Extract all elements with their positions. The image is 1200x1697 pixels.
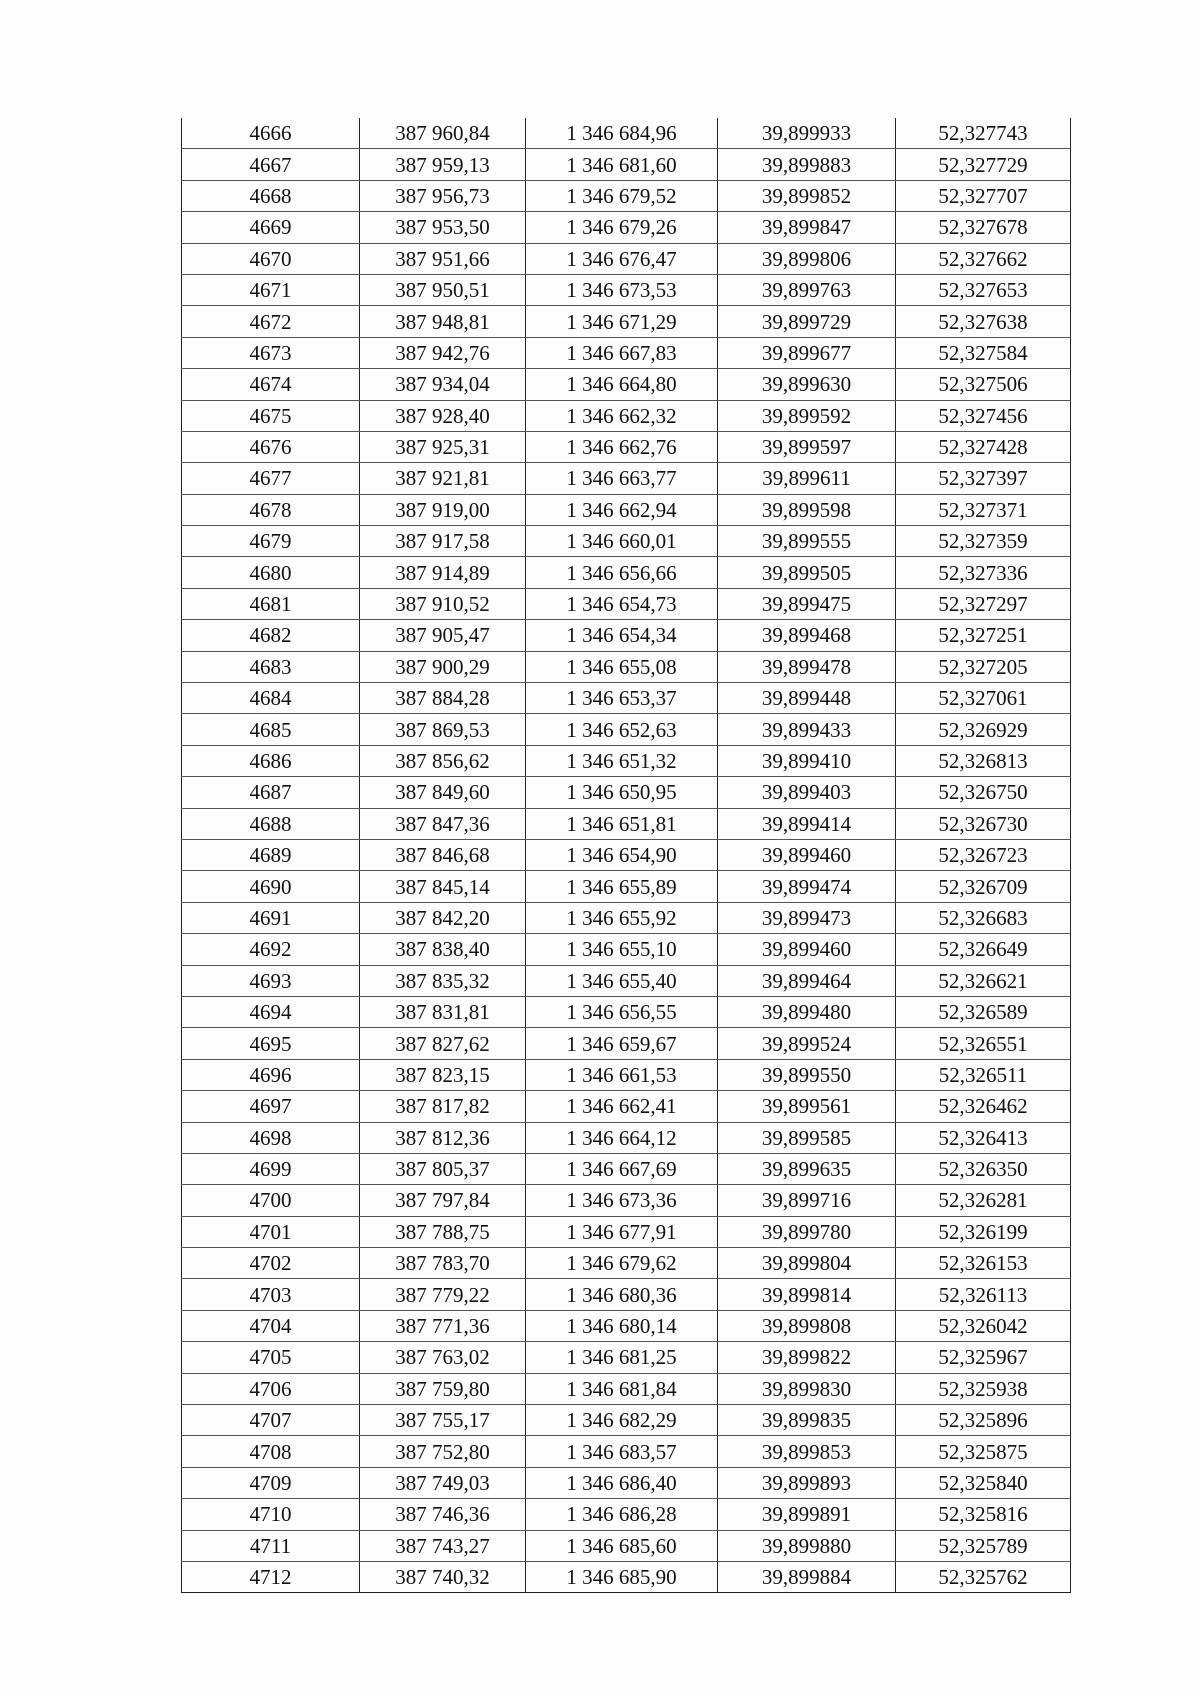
point-number-cell: 4685 — [182, 714, 360, 745]
x-coordinate-cell: 387 827,62 — [360, 1028, 526, 1059]
table-row — [182, 1122, 1071, 1153]
longitude-cell: 39,899763 — [718, 274, 896, 305]
point-number-cell: 4675 — [182, 400, 360, 431]
x-coordinate-cell: 387 914,89 — [360, 557, 526, 588]
point-number-cell: 4702 — [182, 1248, 360, 1279]
y-coordinate-cell: 1 346 667,69 — [526, 1153, 718, 1184]
x-coordinate-cell: 387 960,84 — [360, 118, 526, 149]
table-row — [182, 1342, 1071, 1373]
x-coordinate-cell: 387 956,73 — [360, 180, 526, 211]
coordinates-table-body — [182, 118, 1071, 1593]
y-coordinate-cell: 1 346 655,40 — [526, 965, 718, 996]
y-coordinate-cell: 1 346 685,60 — [526, 1530, 718, 1561]
y-coordinate-cell: 1 346 654,90 — [526, 839, 718, 870]
latitude-cell: 52,327251 — [896, 620, 1071, 651]
latitude-cell: 52,325896 — [896, 1405, 1071, 1436]
longitude-cell: 39,899598 — [718, 494, 896, 525]
y-coordinate-cell: 1 346 662,76 — [526, 431, 718, 462]
x-coordinate-cell: 387 846,68 — [360, 839, 526, 870]
y-coordinate-cell: 1 346 656,66 — [526, 557, 718, 588]
latitude-cell: 52,326462 — [896, 1091, 1071, 1122]
table-row — [182, 588, 1071, 619]
y-coordinate-cell: 1 346 673,53 — [526, 274, 718, 305]
longitude-cell: 39,899893 — [718, 1467, 896, 1498]
point-number-cell: 4667 — [182, 149, 360, 180]
table-row — [182, 1499, 1071, 1530]
point-number-cell: 4682 — [182, 620, 360, 651]
y-coordinate-cell: 1 346 654,73 — [526, 588, 718, 619]
x-coordinate-cell: 387 752,80 — [360, 1436, 526, 1467]
x-coordinate-cell: 387 842,20 — [360, 902, 526, 933]
coordinates-table — [181, 118, 1071, 1593]
table-row — [182, 337, 1071, 368]
longitude-cell: 39,899891 — [718, 1499, 896, 1530]
longitude-cell: 39,899433 — [718, 714, 896, 745]
x-coordinate-cell: 387 759,80 — [360, 1373, 526, 1404]
y-coordinate-cell: 1 346 650,95 — [526, 777, 718, 808]
longitude-cell: 39,899555 — [718, 526, 896, 557]
y-coordinate-cell: 1 346 653,37 — [526, 683, 718, 714]
table-row — [182, 463, 1071, 494]
x-coordinate-cell: 387 884,28 — [360, 683, 526, 714]
latitude-cell: 52,327638 — [896, 306, 1071, 337]
longitude-cell: 39,899403 — [718, 777, 896, 808]
latitude-cell: 52,326723 — [896, 839, 1071, 870]
y-coordinate-cell: 1 346 681,60 — [526, 149, 718, 180]
x-coordinate-cell: 387 917,58 — [360, 526, 526, 557]
latitude-cell: 52,327336 — [896, 557, 1071, 588]
x-coordinate-cell: 387 900,29 — [360, 651, 526, 682]
x-coordinate-cell: 387 779,22 — [360, 1279, 526, 1310]
point-number-cell: 4668 — [182, 180, 360, 211]
y-coordinate-cell: 1 346 680,14 — [526, 1310, 718, 1341]
y-coordinate-cell: 1 346 664,12 — [526, 1122, 718, 1153]
latitude-cell: 52,327428 — [896, 431, 1071, 462]
table-row — [182, 839, 1071, 870]
longitude-cell: 39,899460 — [718, 934, 896, 965]
latitude-cell: 52,326683 — [896, 902, 1071, 933]
y-coordinate-cell: 1 346 680,36 — [526, 1279, 718, 1310]
longitude-cell: 39,899630 — [718, 369, 896, 400]
y-coordinate-cell: 1 346 677,91 — [526, 1216, 718, 1247]
table-row — [182, 902, 1071, 933]
table-row — [182, 1279, 1071, 1310]
point-number-cell: 4691 — [182, 902, 360, 933]
x-coordinate-cell: 387 812,36 — [360, 1122, 526, 1153]
y-coordinate-cell: 1 346 664,80 — [526, 369, 718, 400]
point-number-cell: 4684 — [182, 683, 360, 714]
y-coordinate-cell: 1 346 682,29 — [526, 1405, 718, 1436]
longitude-cell: 39,899880 — [718, 1530, 896, 1561]
y-coordinate-cell: 1 346 685,90 — [526, 1561, 718, 1592]
table-row — [182, 1028, 1071, 1059]
latitude-cell: 52,327707 — [896, 180, 1071, 211]
y-coordinate-cell: 1 346 684,96 — [526, 118, 718, 149]
point-number-cell: 4706 — [182, 1373, 360, 1404]
point-number-cell: 4705 — [182, 1342, 360, 1373]
table-row — [182, 1185, 1071, 1216]
longitude-cell: 39,899835 — [718, 1405, 896, 1436]
x-coordinate-cell: 387 823,15 — [360, 1059, 526, 1090]
longitude-cell: 39,899475 — [718, 588, 896, 619]
y-coordinate-cell: 1 346 671,29 — [526, 306, 718, 337]
latitude-cell: 52,327653 — [896, 274, 1071, 305]
y-coordinate-cell: 1 346 679,52 — [526, 180, 718, 211]
table-row — [182, 777, 1071, 808]
y-coordinate-cell: 1 346 651,81 — [526, 808, 718, 839]
x-coordinate-cell: 387 948,81 — [360, 306, 526, 337]
x-coordinate-cell: 387 951,66 — [360, 243, 526, 274]
latitude-cell: 52,326649 — [896, 934, 1071, 965]
x-coordinate-cell: 387 835,32 — [360, 965, 526, 996]
longitude-cell: 39,899635 — [718, 1153, 896, 1184]
latitude-cell: 52,327371 — [896, 494, 1071, 525]
table-row — [182, 871, 1071, 902]
latitude-cell: 52,326199 — [896, 1216, 1071, 1247]
latitude-cell: 52,326730 — [896, 808, 1071, 839]
x-coordinate-cell: 387 910,52 — [360, 588, 526, 619]
x-coordinate-cell: 387 838,40 — [360, 934, 526, 965]
table-row — [182, 620, 1071, 651]
y-coordinate-cell: 1 346 662,41 — [526, 1091, 718, 1122]
x-coordinate-cell: 387 763,02 — [360, 1342, 526, 1373]
latitude-cell: 52,326750 — [896, 777, 1071, 808]
latitude-cell: 52,327456 — [896, 400, 1071, 431]
latitude-cell: 52,327359 — [896, 526, 1071, 557]
latitude-cell: 52,325967 — [896, 1342, 1071, 1373]
latitude-cell: 52,327729 — [896, 149, 1071, 180]
table-row — [182, 651, 1071, 682]
x-coordinate-cell: 387 845,14 — [360, 871, 526, 902]
y-coordinate-cell: 1 346 681,25 — [526, 1342, 718, 1373]
y-coordinate-cell: 1 346 686,28 — [526, 1499, 718, 1530]
latitude-cell: 52,325762 — [896, 1561, 1071, 1592]
longitude-cell: 39,899561 — [718, 1091, 896, 1122]
point-number-cell: 4693 — [182, 965, 360, 996]
point-number-cell: 4681 — [182, 588, 360, 619]
longitude-cell: 39,899808 — [718, 1310, 896, 1341]
y-coordinate-cell: 1 346 667,83 — [526, 337, 718, 368]
latitude-cell: 52,327297 — [896, 588, 1071, 619]
longitude-cell: 39,899933 — [718, 118, 896, 149]
y-coordinate-cell: 1 346 679,62 — [526, 1248, 718, 1279]
point-number-cell: 4673 — [182, 337, 360, 368]
longitude-cell: 39,899585 — [718, 1122, 896, 1153]
x-coordinate-cell: 387 740,32 — [360, 1561, 526, 1592]
table-row — [182, 1248, 1071, 1279]
longitude-cell: 39,899550 — [718, 1059, 896, 1090]
x-coordinate-cell: 387 950,51 — [360, 274, 526, 305]
x-coordinate-cell: 387 783,70 — [360, 1248, 526, 1279]
x-coordinate-cell: 387 934,04 — [360, 369, 526, 400]
x-coordinate-cell: 387 847,36 — [360, 808, 526, 839]
point-number-cell: 4710 — [182, 1499, 360, 1530]
y-coordinate-cell: 1 346 652,63 — [526, 714, 718, 745]
table-row — [182, 431, 1071, 462]
table-row — [182, 1310, 1071, 1341]
longitude-cell: 39,899592 — [718, 400, 896, 431]
longitude-cell: 39,899448 — [718, 683, 896, 714]
x-coordinate-cell: 387 905,47 — [360, 620, 526, 651]
table-row — [182, 212, 1071, 243]
point-number-cell: 4678 — [182, 494, 360, 525]
point-number-cell: 4697 — [182, 1091, 360, 1122]
point-number-cell: 4689 — [182, 839, 360, 870]
latitude-cell: 52,325816 — [896, 1499, 1071, 1530]
point-number-cell: 4690 — [182, 871, 360, 902]
table-row — [182, 180, 1071, 211]
table-row — [182, 1561, 1071, 1592]
point-number-cell: 4711 — [182, 1530, 360, 1561]
x-coordinate-cell: 387 921,81 — [360, 463, 526, 494]
table-row — [182, 1530, 1071, 1561]
point-number-cell: 4677 — [182, 463, 360, 494]
y-coordinate-cell: 1 346 655,89 — [526, 871, 718, 902]
table-row — [182, 1059, 1071, 1090]
y-coordinate-cell: 1 346 686,40 — [526, 1467, 718, 1498]
x-coordinate-cell: 387 771,36 — [360, 1310, 526, 1341]
latitude-cell: 52,327205 — [896, 651, 1071, 682]
point-number-cell: 4703 — [182, 1279, 360, 1310]
x-coordinate-cell: 387 831,81 — [360, 996, 526, 1027]
longitude-cell: 39,899464 — [718, 965, 896, 996]
point-number-cell: 4695 — [182, 1028, 360, 1059]
longitude-cell: 39,899677 — [718, 337, 896, 368]
longitude-cell: 39,899480 — [718, 996, 896, 1027]
y-coordinate-cell: 1 346 663,77 — [526, 463, 718, 494]
point-number-cell: 4674 — [182, 369, 360, 400]
table-row — [182, 494, 1071, 525]
table-row — [182, 369, 1071, 400]
longitude-cell: 39,899468 — [718, 620, 896, 651]
table-row — [182, 934, 1071, 965]
x-coordinate-cell: 387 919,00 — [360, 494, 526, 525]
x-coordinate-cell: 387 925,31 — [360, 431, 526, 462]
latitude-cell: 52,326589 — [896, 996, 1071, 1027]
table-row — [182, 526, 1071, 557]
latitude-cell: 52,325789 — [896, 1530, 1071, 1561]
point-number-cell: 4709 — [182, 1467, 360, 1498]
latitude-cell: 52,325875 — [896, 1436, 1071, 1467]
x-coordinate-cell: 387 959,13 — [360, 149, 526, 180]
y-coordinate-cell: 1 346 651,32 — [526, 745, 718, 776]
latitude-cell: 52,326929 — [896, 714, 1071, 745]
x-coordinate-cell: 387 746,36 — [360, 1499, 526, 1530]
y-coordinate-cell: 1 346 655,10 — [526, 934, 718, 965]
longitude-cell: 39,899884 — [718, 1561, 896, 1592]
x-coordinate-cell: 387 817,82 — [360, 1091, 526, 1122]
longitude-cell: 39,899852 — [718, 180, 896, 211]
latitude-cell: 52,326709 — [896, 871, 1071, 902]
y-coordinate-cell: 1 346 662,94 — [526, 494, 718, 525]
point-number-cell: 4680 — [182, 557, 360, 588]
table-row — [182, 683, 1071, 714]
y-coordinate-cell: 1 346 660,01 — [526, 526, 718, 557]
point-number-cell: 4672 — [182, 306, 360, 337]
longitude-cell: 39,899414 — [718, 808, 896, 839]
latitude-cell: 52,327743 — [896, 118, 1071, 149]
y-coordinate-cell: 1 346 673,36 — [526, 1185, 718, 1216]
longitude-cell: 39,899853 — [718, 1436, 896, 1467]
point-number-cell: 4676 — [182, 431, 360, 462]
latitude-cell: 52,326042 — [896, 1310, 1071, 1341]
point-number-cell: 4669 — [182, 212, 360, 243]
longitude-cell: 39,899806 — [718, 243, 896, 274]
point-number-cell: 4694 — [182, 996, 360, 1027]
table-row — [182, 1153, 1071, 1184]
longitude-cell: 39,899804 — [718, 1248, 896, 1279]
point-number-cell: 4692 — [182, 934, 360, 965]
longitude-cell: 39,899716 — [718, 1185, 896, 1216]
y-coordinate-cell: 1 346 654,34 — [526, 620, 718, 651]
point-number-cell: 4687 — [182, 777, 360, 808]
longitude-cell: 39,899814 — [718, 1279, 896, 1310]
latitude-cell: 52,325938 — [896, 1373, 1071, 1404]
x-coordinate-cell: 387 743,27 — [360, 1530, 526, 1561]
table-row — [182, 808, 1071, 839]
table-row — [182, 557, 1071, 588]
table-row — [182, 714, 1071, 745]
longitude-cell: 39,899460 — [718, 839, 896, 870]
x-coordinate-cell: 387 928,40 — [360, 400, 526, 431]
y-coordinate-cell: 1 346 683,57 — [526, 1436, 718, 1467]
y-coordinate-cell: 1 346 659,67 — [526, 1028, 718, 1059]
point-number-cell: 4688 — [182, 808, 360, 839]
point-number-cell: 4701 — [182, 1216, 360, 1247]
table-row — [182, 1405, 1071, 1436]
latitude-cell: 52,326621 — [896, 965, 1071, 996]
latitude-cell: 52,327584 — [896, 337, 1071, 368]
point-number-cell: 4671 — [182, 274, 360, 305]
longitude-cell: 39,899410 — [718, 745, 896, 776]
table-row — [182, 1216, 1071, 1247]
y-coordinate-cell: 1 346 656,55 — [526, 996, 718, 1027]
x-coordinate-cell: 387 805,37 — [360, 1153, 526, 1184]
longitude-cell: 39,899474 — [718, 871, 896, 902]
table-row — [182, 400, 1071, 431]
latitude-cell: 52,326113 — [896, 1279, 1071, 1310]
latitude-cell: 52,326551 — [896, 1028, 1071, 1059]
longitude-cell: 39,899830 — [718, 1373, 896, 1404]
table-row — [182, 1091, 1071, 1122]
point-number-cell: 4700 — [182, 1185, 360, 1216]
longitude-cell: 39,899883 — [718, 149, 896, 180]
y-coordinate-cell: 1 346 655,92 — [526, 902, 718, 933]
point-number-cell: 4707 — [182, 1405, 360, 1436]
point-number-cell: 4698 — [182, 1122, 360, 1153]
y-coordinate-cell: 1 346 655,08 — [526, 651, 718, 682]
point-number-cell: 4683 — [182, 651, 360, 682]
latitude-cell: 52,327397 — [896, 463, 1071, 494]
point-number-cell: 4699 — [182, 1153, 360, 1184]
latitude-cell: 52,326350 — [896, 1153, 1071, 1184]
point-number-cell: 4666 — [182, 118, 360, 149]
longitude-cell: 39,899780 — [718, 1216, 896, 1247]
table-row — [182, 274, 1071, 305]
latitude-cell: 52,326511 — [896, 1059, 1071, 1090]
latitude-cell: 52,327061 — [896, 683, 1071, 714]
x-coordinate-cell: 387 953,50 — [360, 212, 526, 243]
y-coordinate-cell: 1 346 679,26 — [526, 212, 718, 243]
x-coordinate-cell: 387 856,62 — [360, 745, 526, 776]
point-number-cell: 4708 — [182, 1436, 360, 1467]
table-row — [182, 1436, 1071, 1467]
latitude-cell: 52,326281 — [896, 1185, 1071, 1216]
longitude-cell: 39,899822 — [718, 1342, 896, 1373]
longitude-cell: 39,899847 — [718, 212, 896, 243]
point-number-cell: 4704 — [182, 1310, 360, 1341]
longitude-cell: 39,899597 — [718, 431, 896, 462]
point-number-cell: 4679 — [182, 526, 360, 557]
x-coordinate-cell: 387 869,53 — [360, 714, 526, 745]
table-row — [182, 149, 1071, 180]
y-coordinate-cell: 1 346 676,47 — [526, 243, 718, 274]
latitude-cell: 52,326813 — [896, 745, 1071, 776]
latitude-cell: 52,327678 — [896, 212, 1071, 243]
y-coordinate-cell: 1 346 681,84 — [526, 1373, 718, 1404]
table-row — [182, 118, 1071, 149]
x-coordinate-cell: 387 849,60 — [360, 777, 526, 808]
x-coordinate-cell: 387 749,03 — [360, 1467, 526, 1498]
longitude-cell: 39,899611 — [718, 463, 896, 494]
table-row — [182, 306, 1071, 337]
latitude-cell: 52,326153 — [896, 1248, 1071, 1279]
x-coordinate-cell: 387 797,84 — [360, 1185, 526, 1216]
table-row — [182, 996, 1071, 1027]
y-coordinate-cell: 1 346 662,32 — [526, 400, 718, 431]
table-row — [182, 965, 1071, 996]
x-coordinate-cell: 387 755,17 — [360, 1405, 526, 1436]
point-number-cell: 4686 — [182, 745, 360, 776]
point-number-cell: 4670 — [182, 243, 360, 274]
longitude-cell: 39,899729 — [718, 306, 896, 337]
x-coordinate-cell: 387 788,75 — [360, 1216, 526, 1247]
x-coordinate-cell: 387 942,76 — [360, 337, 526, 368]
latitude-cell: 52,327506 — [896, 369, 1071, 400]
point-number-cell: 4696 — [182, 1059, 360, 1090]
table-row — [182, 243, 1071, 274]
longitude-cell: 39,899524 — [718, 1028, 896, 1059]
latitude-cell: 52,326413 — [896, 1122, 1071, 1153]
table-row — [182, 1373, 1071, 1404]
longitude-cell: 39,899478 — [718, 651, 896, 682]
y-coordinate-cell: 1 346 661,53 — [526, 1059, 718, 1090]
table-row — [182, 1467, 1071, 1498]
latitude-cell: 52,327662 — [896, 243, 1071, 274]
point-number-cell: 4712 — [182, 1561, 360, 1592]
longitude-cell: 39,899473 — [718, 902, 896, 933]
longitude-cell: 39,899505 — [718, 557, 896, 588]
table-row — [182, 745, 1071, 776]
latitude-cell: 52,325840 — [896, 1467, 1071, 1498]
